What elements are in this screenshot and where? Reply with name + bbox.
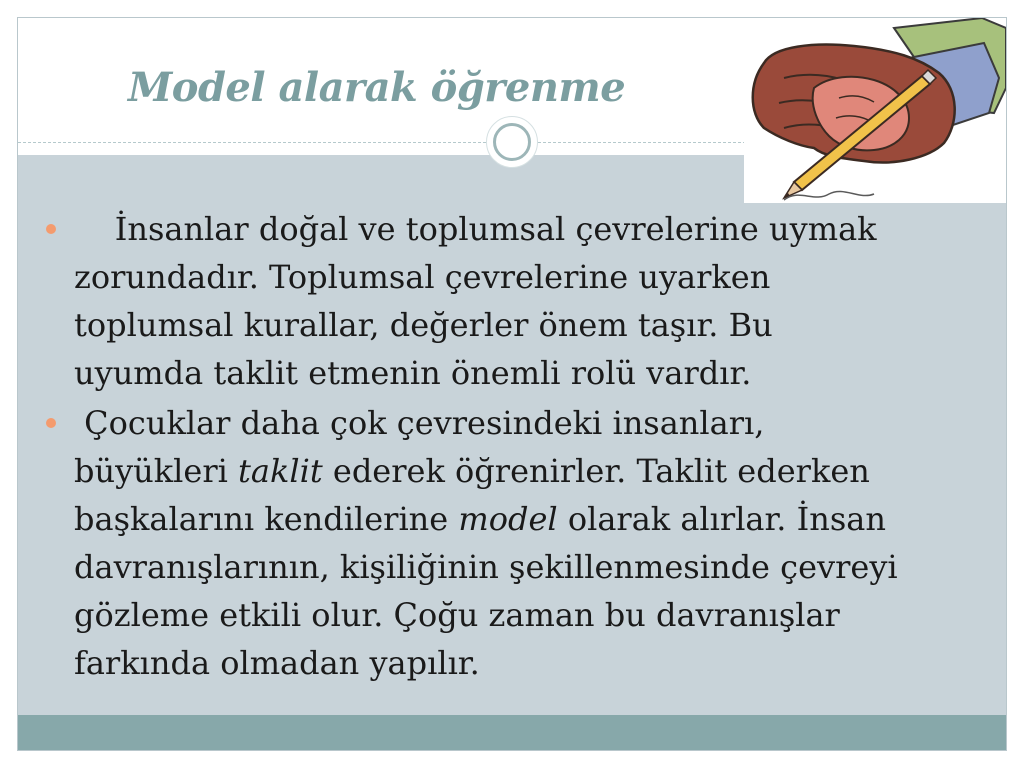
- ornament-circle-icon: [486, 116, 538, 168]
- bullet-line: [74, 495, 990, 543]
- bullet-dot-icon: [46, 224, 56, 234]
- bullet-line: farkında olmadan yapılır.: [74, 644, 480, 682]
- bullet-line: davranışlarının, kişiliğinin şekillenmesinde çevreyi: [74, 548, 898, 586]
- slide-body: [40, 205, 990, 687]
- slide-title: Model alarak öğrenme: [128, 64, 626, 111]
- text-run: başkalarını kendilerine: [74, 500, 459, 538]
- bullet-line: zorundadır. Toplumsal çevrelerine uyarken: [74, 258, 771, 296]
- ornament-ring: [493, 123, 531, 161]
- text-run: büyükleri: [74, 452, 239, 490]
- bullet-line: toplumsal kurallar, değerler önem taşır. Bu: [74, 306, 773, 344]
- text-run: olarak alırlar. İnsan: [557, 500, 886, 538]
- bullet-item: [40, 399, 990, 687]
- footer-band: [18, 715, 1006, 750]
- emphasis-taklit: taklit: [238, 452, 323, 490]
- emphasis-model: model: [458, 500, 558, 538]
- bullet-dot-icon: [46, 418, 56, 428]
- bullet-line: Çocuklar daha çok çevresindeki insanları,: [74, 404, 765, 442]
- bullet-item: [40, 205, 990, 397]
- bullet-line: gözleme etkili olur. Çoğu zaman bu davranışlar: [74, 596, 840, 634]
- bullet-line: uyumda taklit etmenin önemli rolü vardır.: [74, 354, 752, 392]
- hand-writing-with-pencil-icon: [744, 18, 1006, 203]
- bullet-line: [74, 447, 990, 495]
- text-run: ederek öğrenirler. Taklit ederken: [322, 452, 870, 490]
- bullet-line: İnsanlar doğal ve toplumsal çevrelerine uymak: [74, 210, 877, 248]
